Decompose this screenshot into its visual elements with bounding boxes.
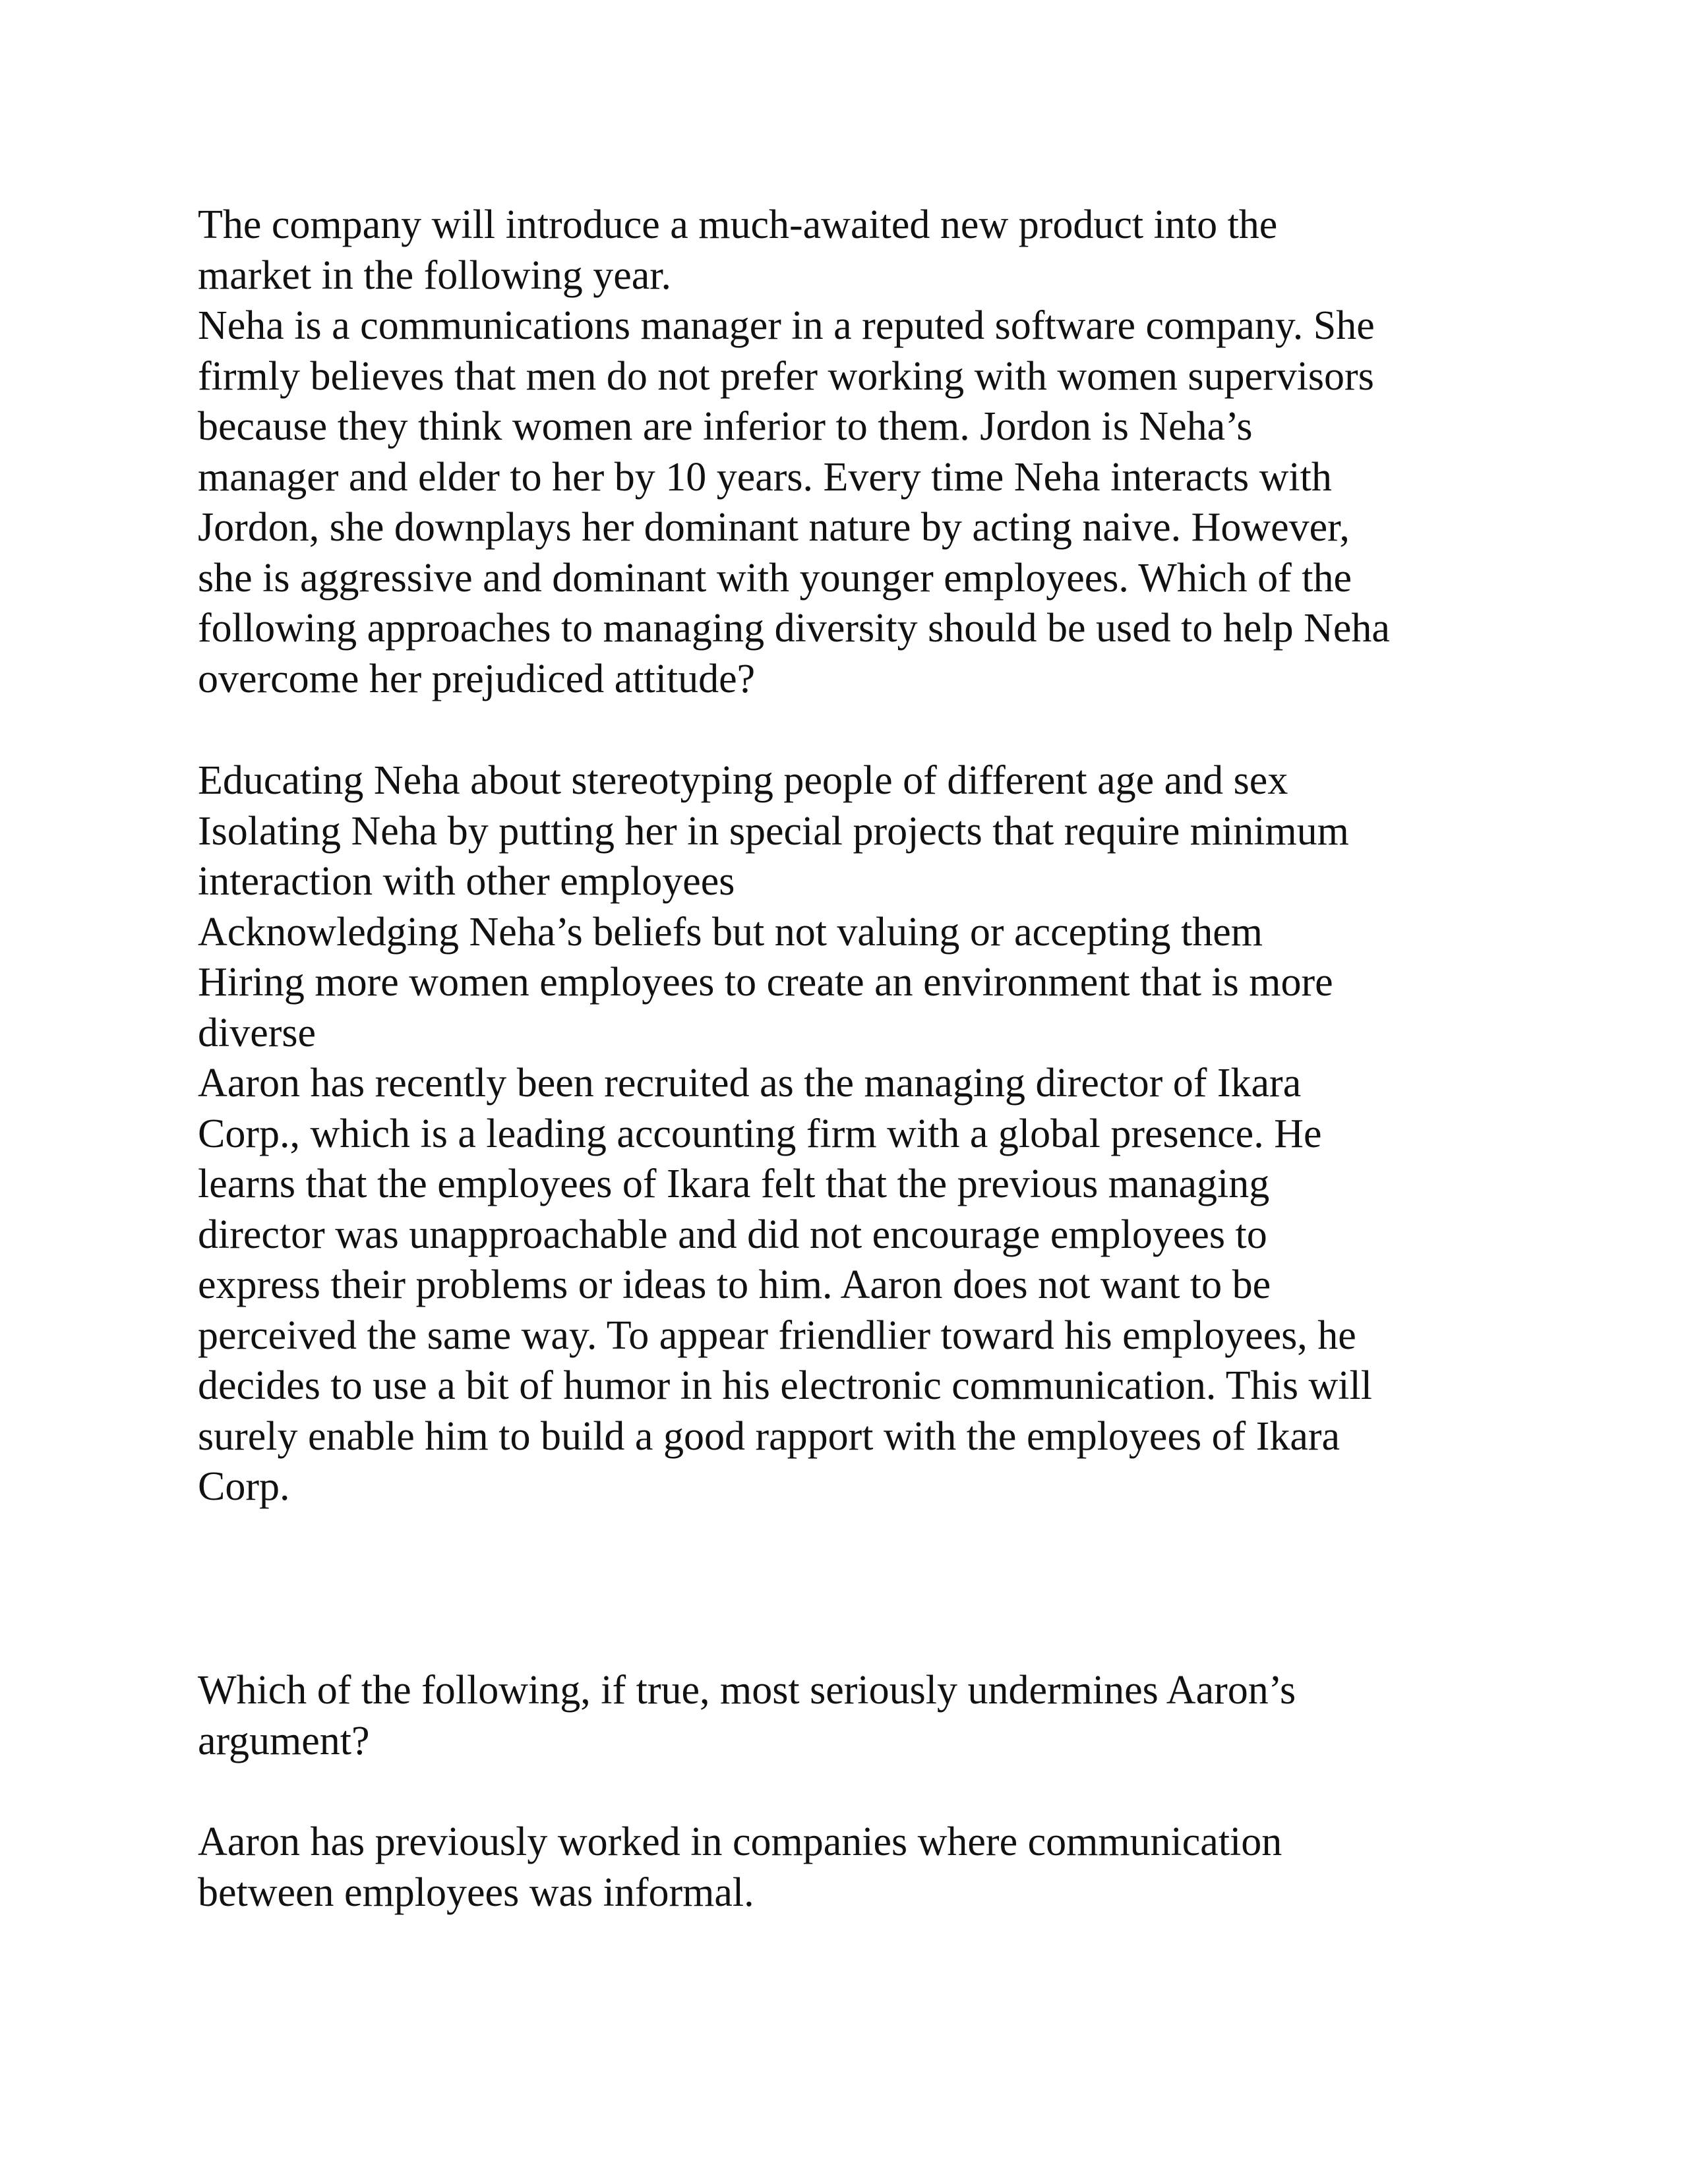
text-line: Aaron has previously worked in companies where communication — [198, 1819, 1282, 1864]
text-line: Corp., which is a leading accounting firm with a global presence. He — [198, 1111, 1322, 1156]
text-line: decides to use a bit of humor in his electronic communication. This will — [198, 1363, 1372, 1408]
text-line: overcome her prejudiced attitude? — [198, 656, 756, 701]
text-line: between employees was informal. — [198, 1870, 754, 1915]
text-line: express their problems or ideas to him. Aaron does not want to be — [198, 1262, 1271, 1307]
text-line: learns that the employees of Ikara felt that the previous managing — [198, 1162, 1270, 1206]
text-line: manager and elder to her by 10 years. Every time Neha interacts with — [198, 454, 1332, 500]
text-line: Neha is a communications manager in a reputed software company. She — [198, 303, 1375, 348]
text-block-options-and-aaron — [198, 755, 1517, 1512]
text-line: The company will introduce a much-awaited new product into the — [198, 202, 1278, 247]
text-line: surely enable him to build a good rapport with the employees of Ikara — [198, 1413, 1341, 1459]
text-line: firmly believes that men do not prefer working with women supervisors — [198, 353, 1374, 399]
text-line: Jordon, she downplays her dominant nature by acting naive. However, — [198, 505, 1350, 550]
text-line: following approaches to managing diversity should be used to help Neha — [198, 606, 1390, 651]
text-line: because they think women are inferior to them. Jordon is Neha’s — [198, 404, 1253, 449]
text-line: Educating Neha about stereotyping people of different age and sex — [198, 758, 1288, 803]
text-line: diverse — [198, 1010, 316, 1055]
text-line: she is aggressive and dominant with younger employees. Which of the — [198, 555, 1352, 601]
text-line: argument? — [198, 1718, 370, 1763]
text-line: market in the following year. — [198, 252, 671, 298]
text-block-aaron-question — [198, 1665, 1517, 1766]
text-line: Isolating Neha by putting her in special projects that require minimum — [198, 808, 1349, 854]
text-line: Aaron has recently been recruited as the managing director of Ikara — [198, 1061, 1302, 1106]
text-line: Corp. — [198, 1464, 290, 1509]
text-line: Which of the following, if true, most seriously undermines Aaron’s — [198, 1668, 1296, 1713]
text-line: Hiring more women employees to create an environment that is more — [198, 960, 1333, 1005]
text-line: interaction with other employees — [198, 859, 735, 904]
text-line: perceived the same way. To appear friendlier toward his employees, he — [198, 1313, 1356, 1358]
text-line: director was unapproachable and did not encourage employees to — [198, 1212, 1267, 1257]
text-block-aaron-option — [198, 1817, 1517, 1918]
text-block-intro-and-neha — [198, 200, 1517, 704]
text-line: Acknowledging Neha’s beliefs but not valuing or accepting them — [198, 909, 1263, 955]
